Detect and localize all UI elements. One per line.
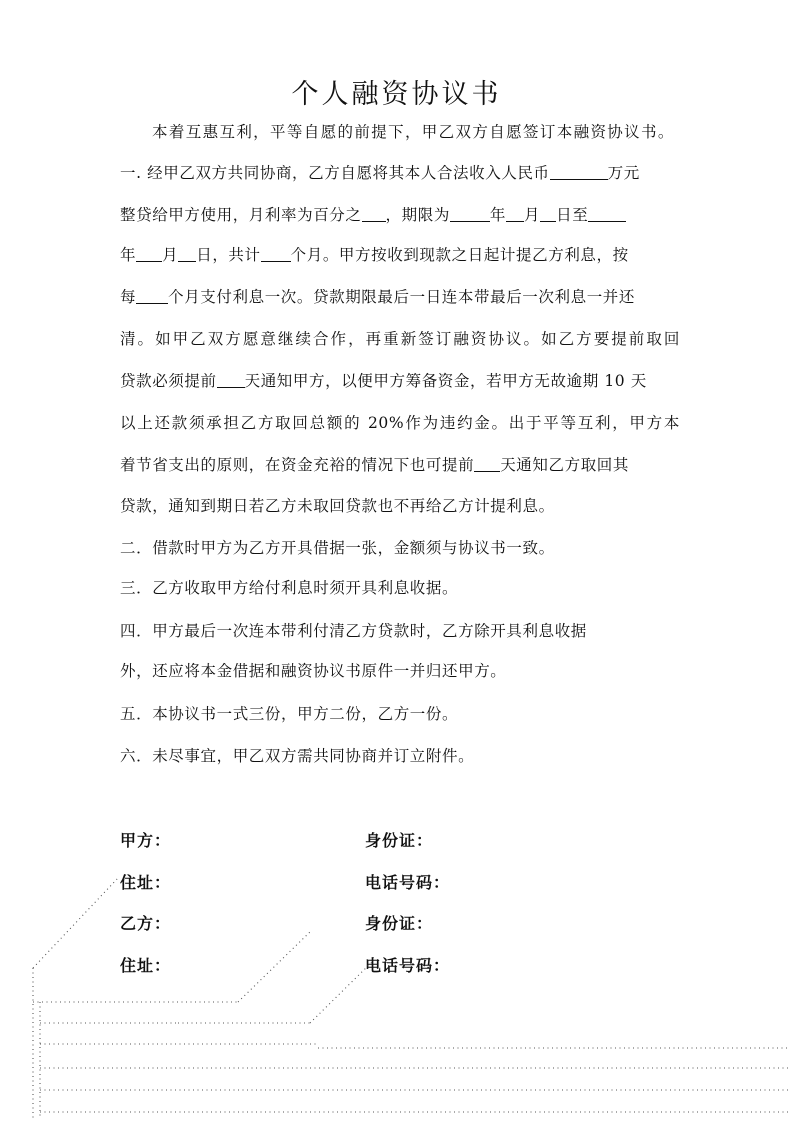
clause-4-line-2: 外，还应将本金借据和融资协议书原件一并归还甲方。 [120,662,507,680]
clause-1-line-3: 年 月 日，共计 个月。甲方按收到现款之日起计提乙方利息，按 [120,246,629,264]
document-title: 个人融资协议书 [291,79,502,110]
party-b-id-label: 身份证： [365,914,434,933]
party-a-phone-label: 电话号码： [365,873,451,892]
clause-5: 五．本协议书一式三份，甲方二份，乙方一份。 [120,705,459,723]
clause-1-line-6: 贷款必须提前 天通知甲方，以便甲方筹备资金，若甲方无故逾期 10 天 [120,372,647,390]
clause-3: 三．乙方收取甲方给付利息时须开具利息收据。 [120,579,459,597]
clause-1-line-5: 清。如甲乙双方愿意继续合作，再重新签订融资协议。如乙方要提前取回 [120,330,680,348]
party-a-id-label: 身份证： [365,831,434,850]
clause-1-line-9: 贷款，通知到期日若乙方未取回贷款也不再给乙方计提利息。 [120,497,555,515]
clause-1-line-1: 一. 经甲乙双方共同协商，乙方自愿将其本人合法收入人民币 万元 [120,164,640,182]
clause-6: 六．未尽事宜，甲乙双方需共同协商并订立附件。 [120,747,475,765]
intro-paragraph: 本着互惠互利，平等自愿的前提下，甲乙双方自愿签订本融资协议书。 [152,123,674,141]
clause-1-line-8: 着节省支出的原则，在资金充裕的情况下也可提前 天通知乙方取回其 [120,456,630,474]
party-b-address-label: 住址： [120,956,172,975]
party-a-label: 甲方： [120,831,172,850]
party-b-phone-label: 电话号码： [365,956,451,975]
party-a-address-label: 住址： [120,873,172,892]
clause-1-line-2: 整贷给甲方使用，月利率为百分之 ，期限为 年 月 日至 [120,205,680,225]
clause-1-line-4: 每 个月支付利息一次。贷款期限最后一日连本带最后一次利息一并还 [120,288,636,306]
party-b-label: 乙方： [120,914,172,933]
clause-4-line-1: 四．甲方最后一次连本带利付清乙方贷款时，乙方除开具利息收据 [120,622,587,640]
clause-1-line-7: 以上还款须承担乙方取回总额的 20%作为违约金。出于平等互利，甲方本 [120,414,680,432]
clause-2: 二．借款时甲方为乙方开具借据一张，金额须与协议书一致。 [120,539,555,557]
